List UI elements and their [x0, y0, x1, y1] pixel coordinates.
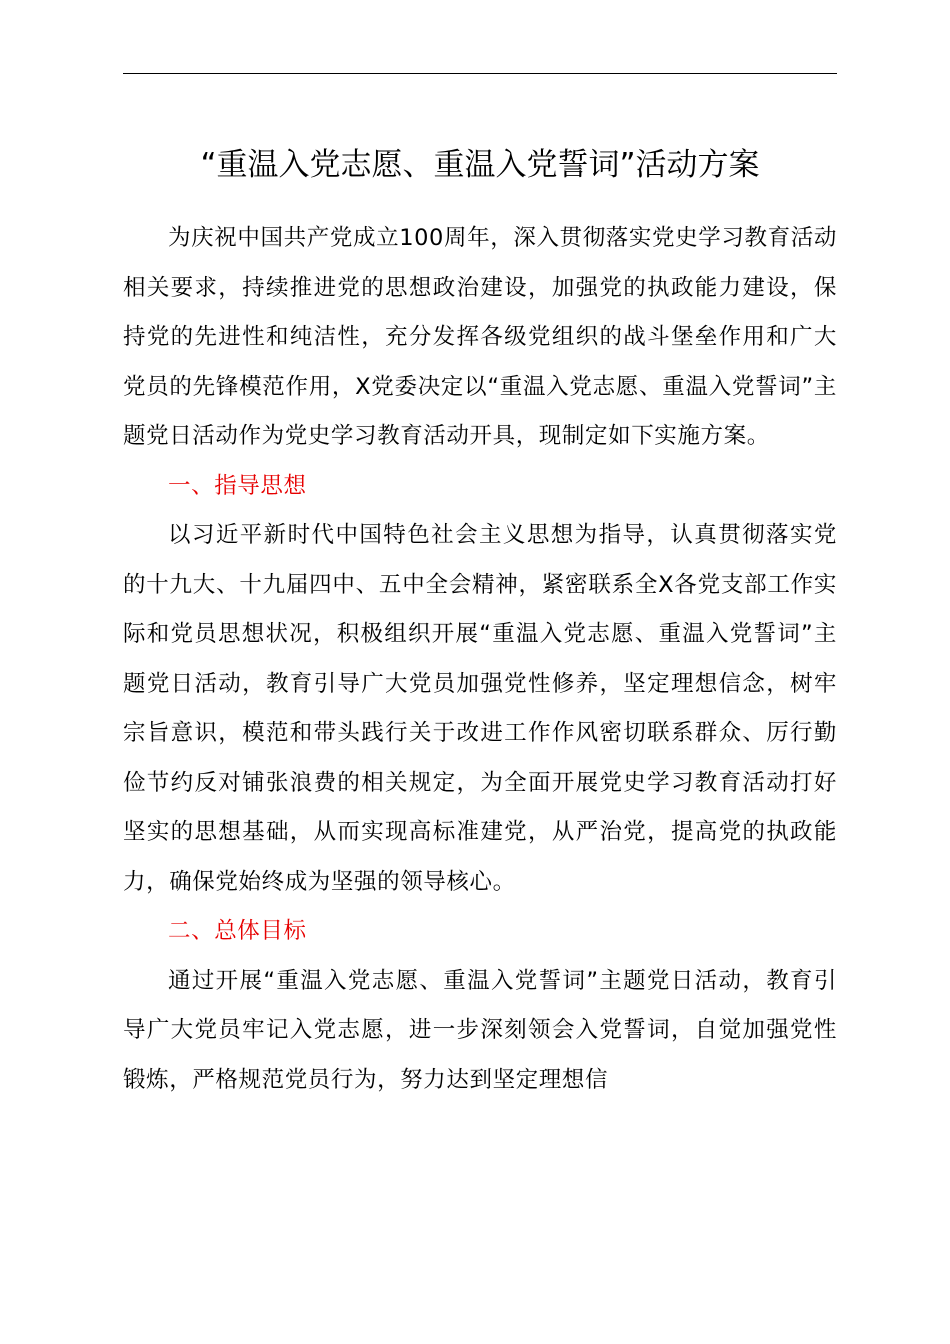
section-heading-guiding-ideology: 一、指导思想 [168, 472, 307, 499]
section-paragraph-overall-goal: 通过开展“重温入党志愿、重温入党誓词”主题党日活动，教育引导广大党员牢记入党志愿，进一步深刻领会入党誓词，自觉加强党性锻炼，严格规范党员行为，努力达到坚定理想信 [123, 967, 837, 1093]
document-body [123, 214, 837, 1105]
document-page [123, 0, 837, 1344]
document-title: “重温入党志愿、重温入党誓词”活动方案 [200, 147, 760, 183]
section-heading-overall-goal: 二、总体目标 [168, 918, 307, 944]
header-rule [123, 73, 837, 74]
section-paragraph-guiding-ideology: 以习近平新时代中国特色社会主义思想为指导，认真贯彻落实党的十九大、十九届四中、五中全会精神，紧密联系全X各党支部工作实际和党员思想状况，积极组织开展“重温入党志愿、重温入党誓词”主题党日活动，教育引导广大党员加强党性修养，坚定理想信念，树牢宗旨意识，模范和带头践行关于改进工作作风密切联系群众、厉行勤俭节约反对铺张浪费的相关规定，为全面开展党史学习教育活动打好坚实的思想基础，从而实现高标准建党，从严治党，提高党的执政能力，确保党始终成为坚强的领导核心。 [123, 522, 837, 895]
intro-paragraph: 为庆祝中国共产党成立100周年，深入贯彻落实党史学习教育活动相关要求，持续推进党的思想政治建设，加强党的执政能力建设，保持党的先进性和纯洁性，充分发挥各级党组织的战斗堡垒作用和广大党员的先锋模范作用，X党委决定以“重温入党志愿、重温入党誓词”主题党日活动作为党史学习教育活动开具，现制定如下实施方案。 [123, 225, 837, 449]
